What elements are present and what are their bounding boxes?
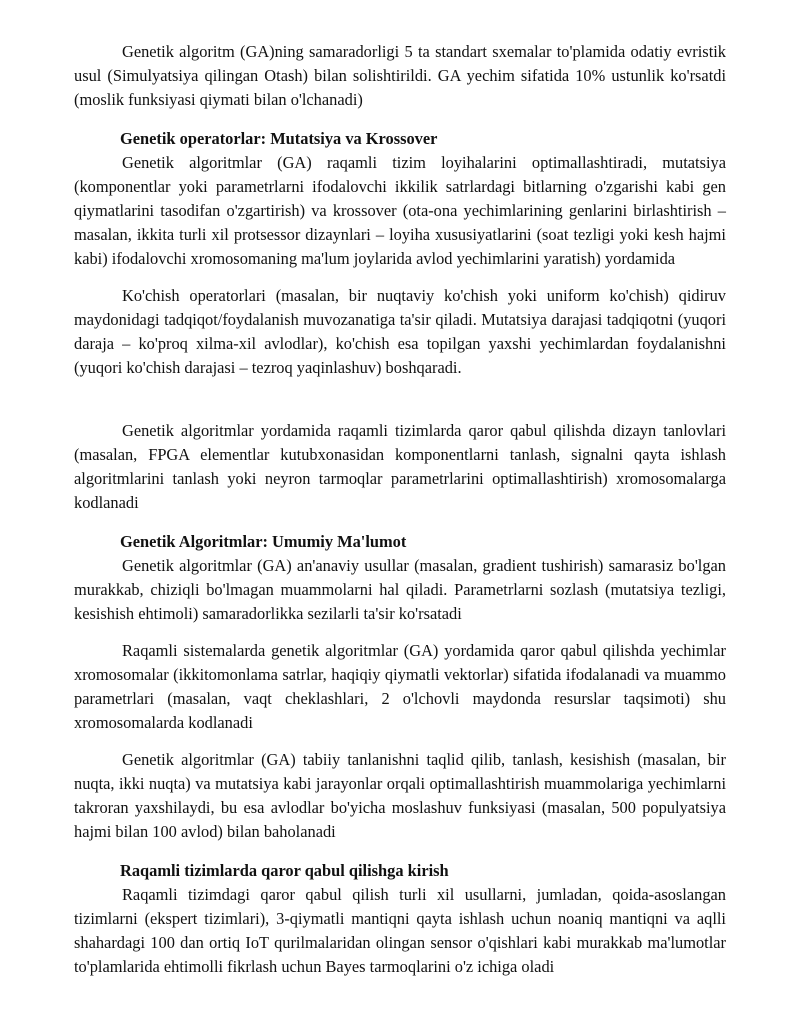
spacer xyxy=(74,626,726,639)
spacer xyxy=(74,271,726,284)
spacer xyxy=(74,735,726,748)
paragraph-ga-mutation-crossover: Genetik algoritmlar (GA) raqamli tizim loyihalarini optimallashtiradi, mutatsiya (komponentlar yoki parametrlarni ifodalovchi ikkilik satrlardagi bitlarning o'zgarishi kabi gen qiymatlarini tasodifan o'zgartirish) va krossover (ota-ona yechimlarining genlarini birlashtirish – masalan, ikkita turli xil protsessor dizaynlari – loyiha xususiyatlarini (soat tezligi yoki kesh hajmi kabi) ifodalovchi xromosomaning ma'lum joylarida avlod yechimlarini yaratish) yordamida xyxy=(74,153,726,268)
spacer xyxy=(74,844,726,859)
paragraph-decision-methods: Raqamli tizimdagi qaror qabul qilish turli xil usullarni, jumladan, qoida-asoslangan tizimlarni (ekspert tizimlari), 3-qiymatli mantiqni qayta ishlash uchun noaniq mantiqni va aqlli shahardagi 100 dan ortiq IoT qurilmalaridan olingan sensor o'qishlari kabi murakkab ma'lumotlar to'plamlarida ehtimolli fikrlash uchun Bayes tarmoqlarini o'z ichiga oladi xyxy=(74,885,726,976)
paragraph-natural-selection: Genetik algoritmlar (GA) tabiiy tanlanishni taqlid qilib, tanlash, kesishish (masalan, bir nuqta, ikki nuqta) va mutatsiya kabi jarayonlar orqali optimallashtirish muammolariga yechimlarni takroran yaxshilaydi, bu esa avlodlar bo'yicha moslashuv funksiyasi (masalan, 500 populyatsiya hajmi bilan 100 avlod) bilan baholanadi xyxy=(74,750,726,841)
spacer xyxy=(74,380,726,419)
spacer xyxy=(74,515,726,530)
paragraph-ga-comparison: Genetik algoritm (GA)ning samaradorligi 5 ta standart sxemalar to'plamida odatiy evristik usul (Simulyatsiya qilingan Otash) bilan solishtirildi. GA yechim sifatida 10% ustunlik ko'rsatdi (moslik funksiyasi qiymati bilan o'lchanadi) xyxy=(74,42,726,109)
document-page xyxy=(74,40,726,979)
paragraph-chromosome-encoding: Raqamli sistemalarda genetik algoritmlar (GA) yordamida qaror qabul qilishda yechimlar xromosomalar (ikkitomonlama satrlar, haqiqiy qiymatli vektorlar) sifatida ifodalanadi va muammo parametrlari (masalan, vaqt cheklashlari, 2 o'lchovli maydonda resurslar taqsimoti) shu xromosomalarda kodlanadi xyxy=(74,641,726,732)
heading-genetic-operators: Genetik operatorlar: Mutatsiya va Krossover xyxy=(120,129,438,148)
spacer xyxy=(74,112,726,127)
heading-ga-overview: Genetik Algoritmlar: Umumiy Ma'lumot xyxy=(120,532,407,551)
heading-decision-making-intro: Raqamli tizimlarda qaror qabul qilishga kirish xyxy=(120,861,449,880)
paragraph-crossover-operators: Ko'chish operatorlari (masalan, bir nuqtaviy ko'chish yoki uniform ko'chish) qidiruv maydonidagi tadqiqot/foydalanish muvozanatiga ta'sir qiladi. Mutatsiya darajasi tadqiqotni (yuqori daraja – ko'proq xilma-xil avlodlar), ko'chish esa topilgan yaxshi yechimlardan foydalanishni (yuqori ko'chish darajasi – tezroq yaqinlashuv) boshqaradi. xyxy=(74,286,726,377)
paragraph-ga-nonlinear: Genetik algoritmlar (GA) an'anaviy usullar (masalan, gradient tushirish) samarasiz bo'lgan murakkab, chiziqli bo'lmagan muammolarni hal qiladi. Parametrlarni sozlash (mutatsiya tezligi, kesishish ehtimoli) samaradorlikka sezilarli ta'sir ko'rsatadi xyxy=(74,556,726,623)
paragraph-design-choices: Genetik algoritmlar yordamida raqamli tizimlarda qaror qabul qilishda dizayn tanlovlari (masalan, FPGA elementlar kutubxonasidan komponentlarni tanlash, signalni qayta ishlash algoritmlarini tanlash yoki neyron tarmoqlar parametrlarini optimallashtirish) xromosomalarga kodlanadi xyxy=(74,421,726,512)
